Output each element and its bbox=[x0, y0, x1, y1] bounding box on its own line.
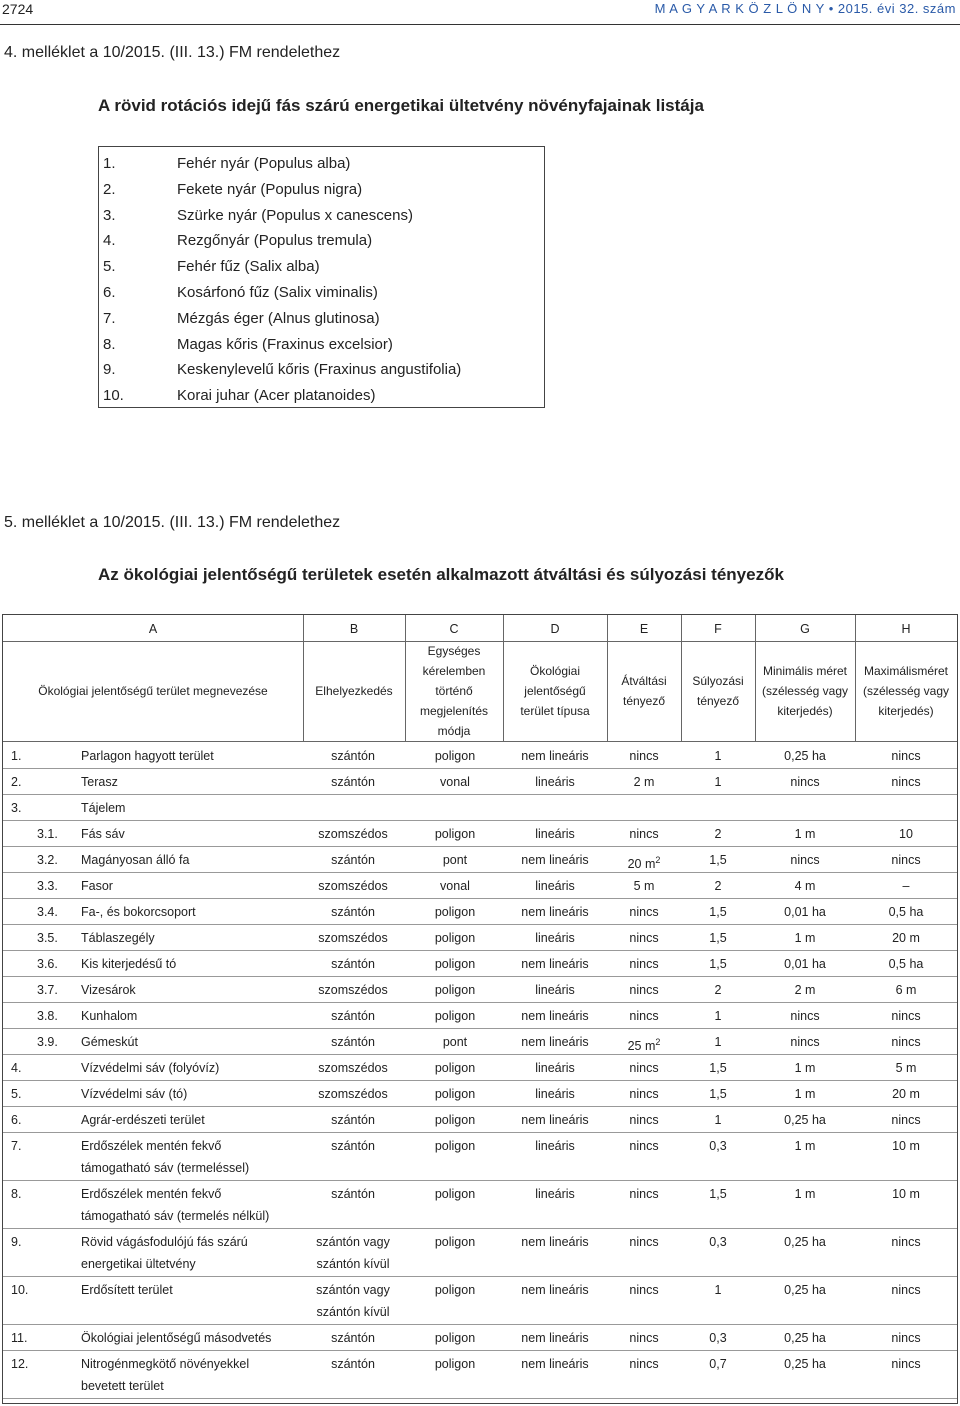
row-min-size: 1 m bbox=[794, 1061, 816, 1075]
row-display-mode: poligon bbox=[434, 931, 476, 945]
row-location: szomszédos bbox=[318, 1061, 388, 1075]
column-header: módja bbox=[437, 724, 471, 738]
row-area-type: nem lineáris bbox=[521, 749, 589, 763]
column-header: történő bbox=[435, 684, 473, 698]
row-display-mode: vonal bbox=[440, 879, 470, 893]
row-max-size: nincs bbox=[891, 749, 921, 763]
row-display-mode: poligon bbox=[434, 1061, 476, 1075]
row-number: 9. bbox=[11, 1235, 22, 1249]
row-conversion-factor: nincs bbox=[629, 1009, 659, 1023]
row-max-size: nincs bbox=[891, 1113, 921, 1127]
column-header: jelentőségű bbox=[524, 684, 586, 698]
column-header: Maximálisméret bbox=[863, 664, 948, 678]
row-weighting-factor: 1 bbox=[714, 1283, 722, 1297]
column-divider bbox=[855, 615, 856, 741]
row-conversion-factor: nincs bbox=[629, 1139, 659, 1153]
column-letter: F bbox=[714, 622, 722, 636]
row-min-size: 1 m bbox=[794, 1087, 816, 1101]
row-number: 3.1. bbox=[37, 827, 58, 841]
row-name: Fás sáv bbox=[81, 827, 125, 841]
row-conversion-factor: nincs bbox=[629, 1283, 659, 1297]
row-number: 3.8. bbox=[37, 1009, 58, 1023]
factors-table bbox=[2, 614, 958, 1404]
species-list bbox=[98, 146, 545, 408]
table-row bbox=[3, 847, 957, 873]
column-letter: D bbox=[550, 622, 560, 636]
row-location: szántón bbox=[331, 1035, 375, 1049]
row-name: Kunhalom bbox=[81, 1009, 138, 1023]
table-row bbox=[3, 1351, 957, 1399]
row-display-mode: poligon bbox=[434, 983, 476, 997]
column-header: Egységes bbox=[427, 644, 481, 658]
row-min-size: 1 m bbox=[794, 931, 816, 945]
row-area-type: nem lineáris bbox=[521, 1331, 589, 1345]
row-max-size: nincs bbox=[891, 1009, 921, 1023]
row-conversion-factor: nincs bbox=[629, 957, 659, 971]
annex5-label: 5. melléklet a 10/2015. (III. 13.) FM rendelethez bbox=[4, 514, 341, 531]
row-number: 3.5. bbox=[37, 931, 58, 945]
table-rule bbox=[3, 741, 957, 742]
row-display-mode: poligon bbox=[434, 827, 476, 841]
row-area-type: nem lineáris bbox=[521, 1283, 589, 1297]
row-name: Parlagon hagyott terület bbox=[81, 749, 214, 763]
row-conversion-factor: nincs bbox=[629, 905, 659, 919]
species-number: 6. bbox=[103, 284, 116, 301]
row-conversion-factor: 2 m bbox=[633, 775, 655, 789]
row-display-mode: poligon bbox=[434, 957, 476, 971]
page-number: 2724 bbox=[2, 1, 34, 17]
page-header bbox=[0, 0, 960, 26]
table-row bbox=[3, 873, 957, 899]
row-display-mode: poligon bbox=[434, 1331, 476, 1345]
column-divider bbox=[681, 615, 682, 741]
column-divider bbox=[303, 615, 304, 741]
row-min-size: 0,25 ha bbox=[784, 1113, 826, 1127]
column-divider bbox=[755, 615, 756, 741]
species-name: Kosárfonó fűz (Salix viminalis) bbox=[177, 284, 378, 301]
row-name: Vízvédelmi sáv (folyóvíz) bbox=[81, 1061, 220, 1075]
table-row bbox=[3, 1029, 957, 1055]
row-min-size: 0,25 ha bbox=[784, 1357, 826, 1371]
row-area-type: lineáris bbox=[535, 1139, 575, 1153]
row-display-mode: pont bbox=[442, 1035, 468, 1049]
superscript: 2 bbox=[655, 855, 661, 865]
row-max-size: nincs bbox=[891, 1331, 921, 1345]
row-name: Tájelem bbox=[81, 801, 126, 815]
column-divider bbox=[405, 615, 406, 741]
row-display-mode: poligon bbox=[434, 1235, 476, 1249]
row-location: szántón vagy szántón kívül bbox=[316, 1235, 390, 1271]
row-max-size: nincs bbox=[891, 775, 921, 789]
row-min-size: nincs bbox=[790, 775, 820, 789]
column-header: megjelenítés bbox=[419, 704, 489, 718]
row-name: Terasz bbox=[81, 775, 118, 789]
row-number: 3.4. bbox=[37, 905, 58, 919]
column-header: kiterjedés) bbox=[878, 704, 934, 718]
row-name: Táblaszegély bbox=[81, 931, 155, 945]
row-min-size: 0,25 ha bbox=[784, 1235, 826, 1249]
table-row bbox=[3, 1003, 957, 1029]
table-row bbox=[3, 1055, 957, 1081]
table-row bbox=[3, 1107, 957, 1133]
row-area-type: nem lineáris bbox=[521, 1009, 589, 1023]
row-location: szántón vagy szántón kívül bbox=[316, 1283, 390, 1319]
row-number: 10. bbox=[11, 1283, 29, 1297]
row-name: Vizesárok bbox=[81, 983, 136, 997]
superscript: 2 bbox=[655, 1037, 661, 1047]
row-max-size: nincs bbox=[891, 1357, 921, 1371]
row-name: Agrár-erdészeti terület bbox=[81, 1113, 205, 1127]
row-conversion-factor: nincs bbox=[629, 1061, 659, 1075]
row-weighting-factor: 2 bbox=[714, 879, 722, 893]
row-weighting-factor: 0,3 bbox=[709, 1331, 727, 1345]
row-max-size: nincs bbox=[891, 1283, 921, 1297]
row-conversion-factor: nincs bbox=[629, 931, 659, 945]
row-name: Erdőszélek mentén fekvő támogatható sáv (termelés nélkül) bbox=[81, 1187, 270, 1223]
column-header: Minimális méret bbox=[762, 664, 847, 678]
species-name: Rezgőnyár (Populus tremula) bbox=[177, 232, 373, 250]
row-display-mode: poligon bbox=[434, 1187, 476, 1201]
row-number: 8. bbox=[11, 1187, 22, 1201]
row-weighting-factor: 1,5 bbox=[709, 931, 727, 945]
table-row bbox=[3, 821, 957, 847]
row-number: 3.2. bbox=[37, 853, 58, 867]
row-weighting-factor: 0,3 bbox=[709, 1235, 727, 1249]
row-number: 3.6. bbox=[37, 957, 58, 971]
row-name: Erdőszélek mentén fekvő támogatható sáv (termeléssel) bbox=[81, 1139, 250, 1175]
row-name: Fasor bbox=[81, 879, 113, 893]
row-location: szántón bbox=[331, 853, 375, 867]
row-weighting-factor: 2 bbox=[714, 983, 722, 997]
row-name: Kis kiterjedésű tó bbox=[81, 957, 177, 971]
table-row bbox=[3, 925, 957, 951]
row-weighting-factor: 1 bbox=[714, 749, 722, 763]
row-number: 7. bbox=[11, 1139, 22, 1153]
row-max-size: – bbox=[902, 879, 910, 893]
row-display-mode: poligon bbox=[434, 1283, 476, 1297]
row-max-size: 10 m bbox=[892, 1187, 920, 1201]
row-display-mode: poligon bbox=[434, 1009, 476, 1023]
row-conversion-factor: nincs bbox=[629, 1357, 659, 1371]
row-name: Rövid vágásfodulójú fás szárú energetikai ültetvény bbox=[81, 1235, 248, 1271]
row-conversion-factor: nincs bbox=[629, 827, 659, 841]
species-number: 5. bbox=[103, 258, 116, 276]
row-display-mode: poligon bbox=[434, 1357, 476, 1371]
row-number: 1. bbox=[11, 749, 22, 763]
row-min-size: 0,25 ha bbox=[784, 1283, 826, 1297]
column-header: Súlyozási bbox=[692, 674, 744, 688]
row-max-size: 20 m bbox=[892, 1087, 920, 1101]
row-conversion-factor: nincs bbox=[629, 1331, 659, 1345]
table-row bbox=[3, 795, 957, 821]
row-conversion-factor: nincs bbox=[629, 1113, 659, 1127]
species-name: Mézgás éger (Alnus glutinosa) bbox=[177, 309, 380, 327]
row-display-mode: pont bbox=[442, 853, 468, 867]
row-max-size: 0,5 ha bbox=[888, 905, 924, 919]
species-name: Fehér nyár (Populus alba) bbox=[177, 155, 351, 172]
row-area-type: lineáris bbox=[535, 931, 575, 945]
column-header: (szélesség vagy bbox=[862, 684, 950, 698]
row-number: 11. bbox=[11, 1331, 28, 1345]
row-conversion-factor: nincs bbox=[629, 1235, 659, 1249]
row-name: Magányosan álló fa bbox=[81, 853, 190, 867]
table-row bbox=[3, 951, 957, 977]
row-display-mode: poligon bbox=[434, 1139, 476, 1153]
row-name: Nitrogénmegkötő növényekkel bevetett terület bbox=[81, 1357, 250, 1393]
row-min-size: 1 m bbox=[794, 1139, 816, 1153]
row-name: Ökológiai jelentőségű másodvetés bbox=[81, 1331, 272, 1345]
row-number: 12. bbox=[11, 1357, 29, 1371]
row-weighting-factor: 0,3 bbox=[709, 1139, 727, 1153]
row-location: szántón bbox=[331, 775, 375, 789]
row-display-mode: poligon bbox=[434, 1113, 476, 1127]
row-min-size: 0,01 ha bbox=[784, 957, 826, 971]
row-max-size: 0,5 ha bbox=[888, 957, 924, 971]
row-number: 3.9. bbox=[37, 1035, 58, 1049]
row-conversion-factor: 25 $m^2$ bbox=[627, 1037, 661, 1054]
row-name: Erdősített terület bbox=[81, 1283, 173, 1297]
row-display-mode: poligon bbox=[434, 1087, 476, 1101]
row-name: Gémeskút bbox=[81, 1035, 138, 1049]
row-name: Fa-, és bokorcsoport bbox=[81, 905, 196, 919]
species-number: 1. bbox=[103, 155, 116, 172]
species-number: 9. bbox=[103, 361, 116, 379]
column-header: terület típusa bbox=[520, 704, 590, 718]
species-name: Magas kőris (Fraxinus excelsior) bbox=[177, 335, 393, 353]
column-divider bbox=[607, 615, 608, 741]
row-weighting-factor: 1 bbox=[714, 1113, 722, 1127]
row-rule bbox=[3, 1398, 957, 1399]
column-letter: B bbox=[349, 622, 359, 636]
row-min-size: 2 m bbox=[794, 983, 816, 997]
row-weighting-factor: 1 bbox=[714, 775, 722, 789]
table-row bbox=[3, 1133, 957, 1181]
row-weighting-factor: 1 bbox=[714, 1035, 722, 1049]
row-max-size: 20 m bbox=[892, 931, 920, 945]
species-number: 8. bbox=[103, 335, 116, 353]
row-weighting-factor: 2 bbox=[714, 827, 722, 841]
row-weighting-factor: 1,5 bbox=[709, 1087, 727, 1101]
row-area-type: lineáris bbox=[535, 1187, 575, 1201]
row-conversion-factor: nincs bbox=[629, 983, 659, 997]
row-conversion-factor: nincs bbox=[629, 749, 659, 763]
row-number: 3. bbox=[11, 801, 22, 815]
row-weighting-factor: 0,7 bbox=[709, 1357, 727, 1371]
row-number: 4. bbox=[11, 1061, 22, 1075]
row-min-size: 0,25 ha bbox=[784, 749, 826, 763]
row-area-type: lineáris bbox=[535, 1061, 575, 1075]
row-location: szántón bbox=[331, 905, 375, 919]
column-letter: A bbox=[148, 622, 158, 636]
row-location: szántón bbox=[331, 1139, 375, 1153]
column-letter: G bbox=[800, 622, 810, 636]
table-row bbox=[3, 1081, 957, 1107]
column-divider bbox=[503, 615, 504, 741]
annex4-title: A rövid rotációs idejű fás szárú energetikai ültetvény növényfajainak listája bbox=[98, 96, 704, 115]
row-area-type: lineáris bbox=[535, 879, 575, 893]
column-letter: H bbox=[901, 622, 911, 636]
row-min-size: 0,01 ha bbox=[784, 905, 826, 919]
row-display-mode: poligon bbox=[434, 749, 476, 763]
row-area-type: lineáris bbox=[535, 1087, 575, 1101]
row-area-type: nem lineáris bbox=[521, 1113, 589, 1127]
row-area-type: lineáris bbox=[535, 775, 575, 789]
column-header: kiterjedés) bbox=[777, 704, 833, 718]
table-row bbox=[3, 1325, 957, 1351]
row-conversion-factor: nincs bbox=[629, 1087, 659, 1101]
table-row bbox=[3, 769, 957, 795]
row-area-type: lineáris bbox=[535, 827, 575, 841]
row-min-size: nincs bbox=[790, 1035, 820, 1049]
row-conversion-factor: 20 $m^2$ bbox=[627, 855, 661, 872]
row-location: szomszédos bbox=[318, 983, 388, 997]
publication-info: M A G Y A R K Ö Z L Ö N Y • 2015. évi 32. szám bbox=[654, 1, 956, 16]
column-header: Átváltási bbox=[621, 674, 667, 688]
row-max-size: nincs bbox=[891, 853, 921, 867]
row-max-size: 6 m bbox=[895, 983, 917, 997]
row-weighting-factor: 1 bbox=[714, 1009, 722, 1023]
row-area-type: nem lineáris bbox=[521, 957, 589, 971]
row-min-size: 1 m bbox=[794, 827, 816, 841]
column-header: Elhelyezkedés bbox=[315, 684, 393, 698]
row-area-type: nem lineáris bbox=[521, 853, 589, 867]
species-name: Keskenylevelű kőris (Fraxinus angustifolia) bbox=[177, 361, 462, 379]
row-area-type: nem lineáris bbox=[521, 1235, 589, 1249]
column-header: tényező bbox=[622, 694, 666, 708]
species-name: Korai juhar (Acer platanoides) bbox=[177, 387, 376, 405]
row-max-size: nincs bbox=[891, 1235, 921, 1249]
species-name: Szürke nyár (Populus x canescens) bbox=[177, 206, 413, 224]
row-number: 3.7. bbox=[37, 983, 58, 997]
row-max-size: 5 m bbox=[895, 1061, 917, 1075]
row-location: szántón bbox=[331, 1187, 375, 1201]
species-name: Fekete nyár (Populus nigra) bbox=[177, 180, 363, 198]
row-weighting-factor: 1,5 bbox=[709, 905, 727, 919]
species-number: 4. bbox=[103, 232, 116, 250]
row-area-type: lineáris bbox=[535, 983, 575, 997]
table-row bbox=[3, 743, 957, 769]
species-name: Fehér fűz (Salix alba) bbox=[177, 258, 320, 276]
row-min-size: 0,25 ha bbox=[784, 1331, 826, 1345]
row-display-mode: vonal bbox=[440, 775, 470, 789]
column-header: kérelemben bbox=[422, 664, 486, 678]
column-letter: E bbox=[639, 622, 649, 636]
row-location: szántón bbox=[331, 1113, 375, 1127]
table-row bbox=[3, 1181, 957, 1229]
annex5-title: Az ökológiai jelentőségű területek esetén alkalmazott átváltási és súlyozási tényezők bbox=[98, 565, 784, 584]
row-area-type: nem lineáris bbox=[521, 1035, 589, 1049]
row-weighting-factor: 1,5 bbox=[709, 1187, 727, 1201]
row-number: 5. bbox=[11, 1087, 22, 1101]
row-location: szomszédos bbox=[318, 1087, 388, 1101]
row-min-size: 4 m bbox=[794, 879, 816, 893]
row-max-size: 10 m bbox=[892, 1139, 920, 1153]
row-number: 3.3. bbox=[37, 879, 58, 893]
column-header: Ökológiai jelentőségű terület megnevezése bbox=[38, 684, 268, 698]
row-min-size: 1 m bbox=[794, 1187, 816, 1201]
table-row bbox=[3, 899, 957, 925]
header-rule bbox=[0, 24, 960, 25]
row-area-type: nem lineáris bbox=[521, 1357, 589, 1371]
row-location: szántón bbox=[331, 749, 375, 763]
row-location: szántón bbox=[331, 1331, 375, 1345]
row-location: szomszédos bbox=[318, 827, 388, 841]
column-header: Ökológiai bbox=[529, 664, 581, 678]
row-conversion-factor: nincs bbox=[629, 1187, 659, 1201]
table-row bbox=[3, 977, 957, 1003]
row-weighting-factor: 1,5 bbox=[709, 853, 727, 867]
species-number: 7. bbox=[103, 309, 116, 327]
column-letter: C bbox=[449, 622, 459, 636]
species-number: 10. bbox=[103, 387, 124, 405]
row-location: szántón bbox=[331, 1009, 375, 1023]
row-location: szántón bbox=[331, 957, 375, 971]
row-weighting-factor: 1,5 bbox=[709, 957, 727, 971]
row-location: szántón bbox=[331, 1357, 375, 1371]
row-location: szomszédos bbox=[318, 879, 388, 893]
column-header: (szélesség vagy bbox=[761, 684, 849, 698]
row-location: szomszédos bbox=[318, 931, 388, 945]
row-display-mode: poligon bbox=[434, 905, 476, 919]
row-area-type: nem lineáris bbox=[521, 905, 589, 919]
row-min-size: nincs bbox=[790, 1009, 820, 1023]
row-max-size: nincs bbox=[891, 1035, 921, 1049]
row-min-size: nincs bbox=[790, 853, 820, 867]
row-number: 6. bbox=[11, 1113, 22, 1127]
table-row bbox=[3, 1229, 957, 1277]
row-number: 2. bbox=[11, 775, 22, 789]
species-number: 2. bbox=[103, 180, 116, 198]
table-row bbox=[3, 1277, 957, 1325]
row-name: Vízvédelmi sáv (tó) bbox=[81, 1087, 188, 1101]
column-header: tényező bbox=[696, 694, 740, 708]
species-number: 3. bbox=[103, 206, 116, 224]
row-max-size: 10 bbox=[899, 827, 913, 841]
annex4-label: 4. melléklet a 10/2015. (III. 13.) FM rendelethez bbox=[4, 44, 341, 61]
row-weighting-factor: 1,5 bbox=[709, 1061, 727, 1075]
row-conversion-factor: 5 m bbox=[633, 879, 655, 893]
